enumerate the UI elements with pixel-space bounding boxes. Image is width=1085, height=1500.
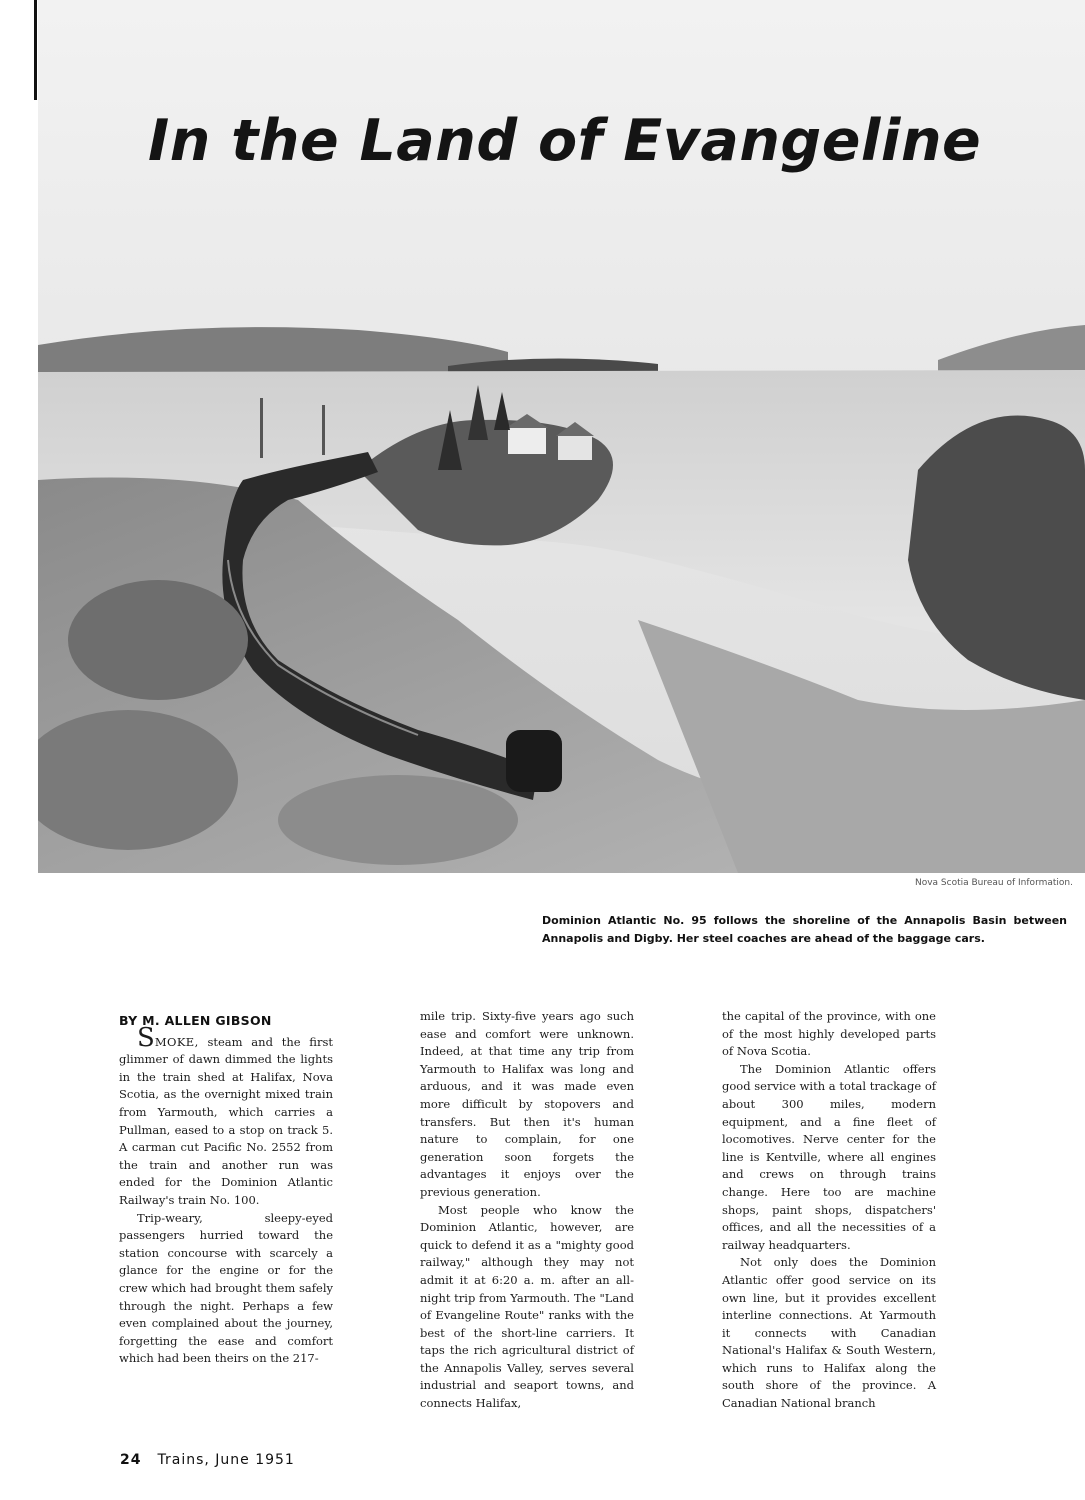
page-footer [120, 1452, 295, 1468]
article-column-3 [722, 1008, 936, 1413]
lead-word: MOKE, [154, 1034, 199, 1049]
drop-cap: S [137, 1022, 155, 1053]
photo-caption: Dominion Atlantic No. 95 follows the shoreline of the Annapolis Basin between Annapolis and Digby. Her steel coaches are ahead of the baggage cars. [542, 914, 1067, 945]
paragraph-text: steam and the first glimmer of dawn dimmed the lights in the train shed at Halifax, Nova Scotia, as the overnight mixed train from Yarmouth, which carries a Pullman, eased to a stop on track 5. A carman cut Pacific No. 2552 from the train and another run was ended for the Dominion Atlantic Railway's train No. 100. [119, 1034, 333, 1207]
train-shoreline-photo [38, 0, 1085, 873]
article-column-2 [420, 1008, 634, 1413]
byline: BY M. ALLEN GIBSON [119, 1013, 272, 1028]
article-column-1 [119, 1012, 333, 1368]
telegraph-pole [322, 405, 325, 455]
bushes [68, 580, 248, 700]
photo-credit: Nova Scotia Bureau of Information. [914, 878, 1073, 888]
publication-info: Trains, June 1951 [157, 1452, 295, 1468]
paragraph: Most people who know the Dominion Atlantic, however, are quick to defend it as a "mighty good railway," although they may not admit it at 6:20 a. m. after an all-night trip from Yarmouth. The "Land of Evangeline Route" ranks with the best of the short-line carriers. It taps the rich agricultural district of the Annapolis Valley, serves several industrial and seaport towns, and connects Halifax, [420, 1202, 634, 1411]
article-title: In the Land of Evangeline [148, 108, 982, 174]
lead-paragraph [119, 1022, 333, 1210]
paragraph: Trip-weary, sleepy-eyed passengers hurried toward the station concourse with scarcely a glance for the engine or for the crew which had brought them safely through the night. Perhaps a few even complained about the journey, forgetting the ease and comfort which had been theirs on the 217- [119, 1210, 333, 1366]
paragraph: Not only does the Dominion Atlantic offer good service on its own line, but it provides excellent interline connections. At Yarmouth it connects with Canadian National's Halifax & South Western, which runs to Halifax along the south shore of the province. A Canadian National branch [722, 1255, 936, 1411]
paragraph: the capital of the province, with one of the most highly developed parts of Nova Scotia. [722, 1009, 936, 1059]
left-margin-rule [34, 0, 37, 100]
paragraph: mile trip. Sixty-five years ago such ease and comfort were unknown. Indeed, at that time any trip from Yarmouth to Halifax was long and arduous, and it was made even more difficult by stopovers and transfers. But then it's human nature to complain, for one generation soon forgets the advantages it enjoys over the previous generation. [420, 1009, 634, 1199]
paragraph: The Dominion Atlantic offers good service with a total trackage of about 300 miles, modern equipment, and a fine fleet of locomotives. Nerve center for the line is Kentville, where all engines and crews on through trains change. Here too are machine shops, paint shops, dispatchers' offices, and all the necessities of a railway headquarters. [722, 1061, 936, 1252]
house-2 [558, 436, 592, 460]
telegraph-pole [260, 398, 263, 458]
bushes [278, 775, 518, 865]
locomotive [506, 730, 562, 792]
page-number: 24 [120, 1452, 142, 1468]
house-1 [508, 428, 546, 454]
